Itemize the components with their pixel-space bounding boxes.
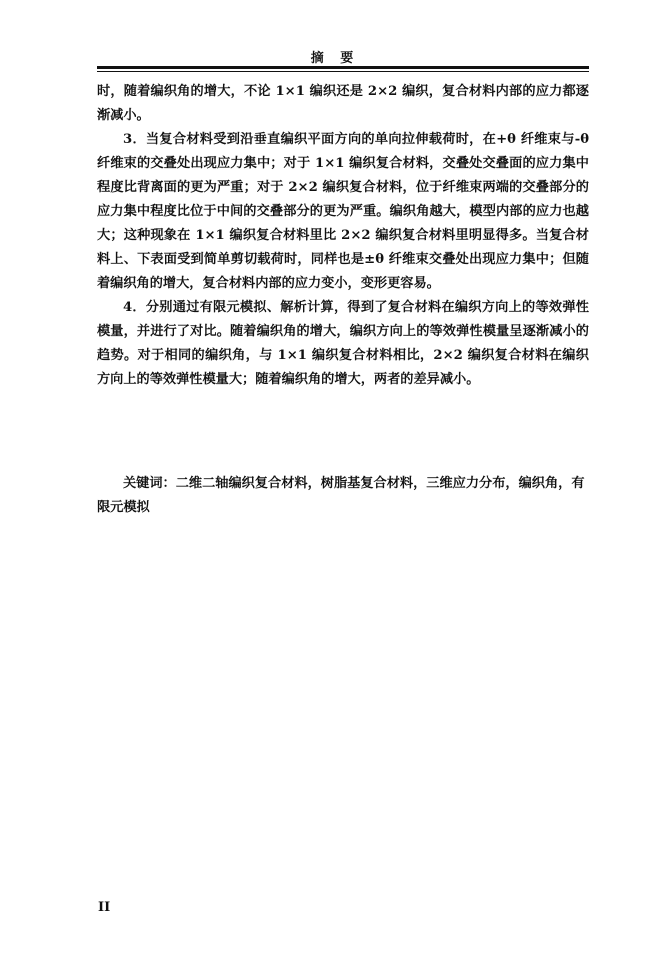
page-number: II [98, 900, 111, 915]
header-title: 摘 要 [310, 51, 360, 66]
header-rule-thick [97, 66, 589, 69]
keywords: 关键词：二维二轴编织复合材料，树脂基复合材料，三维应力分布，编织角，有限元模拟 [97, 476, 585, 515]
abstract-body [97, 80, 589, 392]
paragraph-item-3: 3．当复合材料受到沿垂直编织平面方向的单向拉伸载荷时，在+θ 纤维束与-θ 纤维束的交叠处出现应力集中；对于 1×1 编织复合材料，交叠处交叠面的应力集中程度比背离面的更为严重；对于 2×2 编织复合材料，位于纤维束两端的交叠部分的应力集中程度比位于中间的交叠部分的更为严重。编织角越大，模型内部的应力也越大；这种现象在 1×1 编织复合材料里比 2×2 编织复合材料里明显得多。当复合材料上、下表面受到简单剪切载荷时，同样也是±θ 纤维束交叠处出现应力集中；但随着编织角的增大，复合材料内部的应力变小，变形更容易。 [97, 132, 589, 291]
header-rule-thin [97, 71, 589, 72]
paragraph-continuation: 时，随着编织角的增大，不论 1×1 编织还是 2×2 编织，复合材料内部的应力都逐渐减小。 [97, 84, 589, 123]
paragraph-item-4: 4．分别通过有限元模拟、解析计算，得到了复合材料在编织方向上的等效弹性模量，并进行了对比。随着编织角的增大，编织方向上的等效弹性模量呈逐渐减小的趋势。对于相同的编织角，与 1×1 编织复合材料相比，2×2 编织复合材料在编织方向上的等效弹性模量大；随着编织角的增大，两者的差异减小。 [97, 300, 589, 387]
